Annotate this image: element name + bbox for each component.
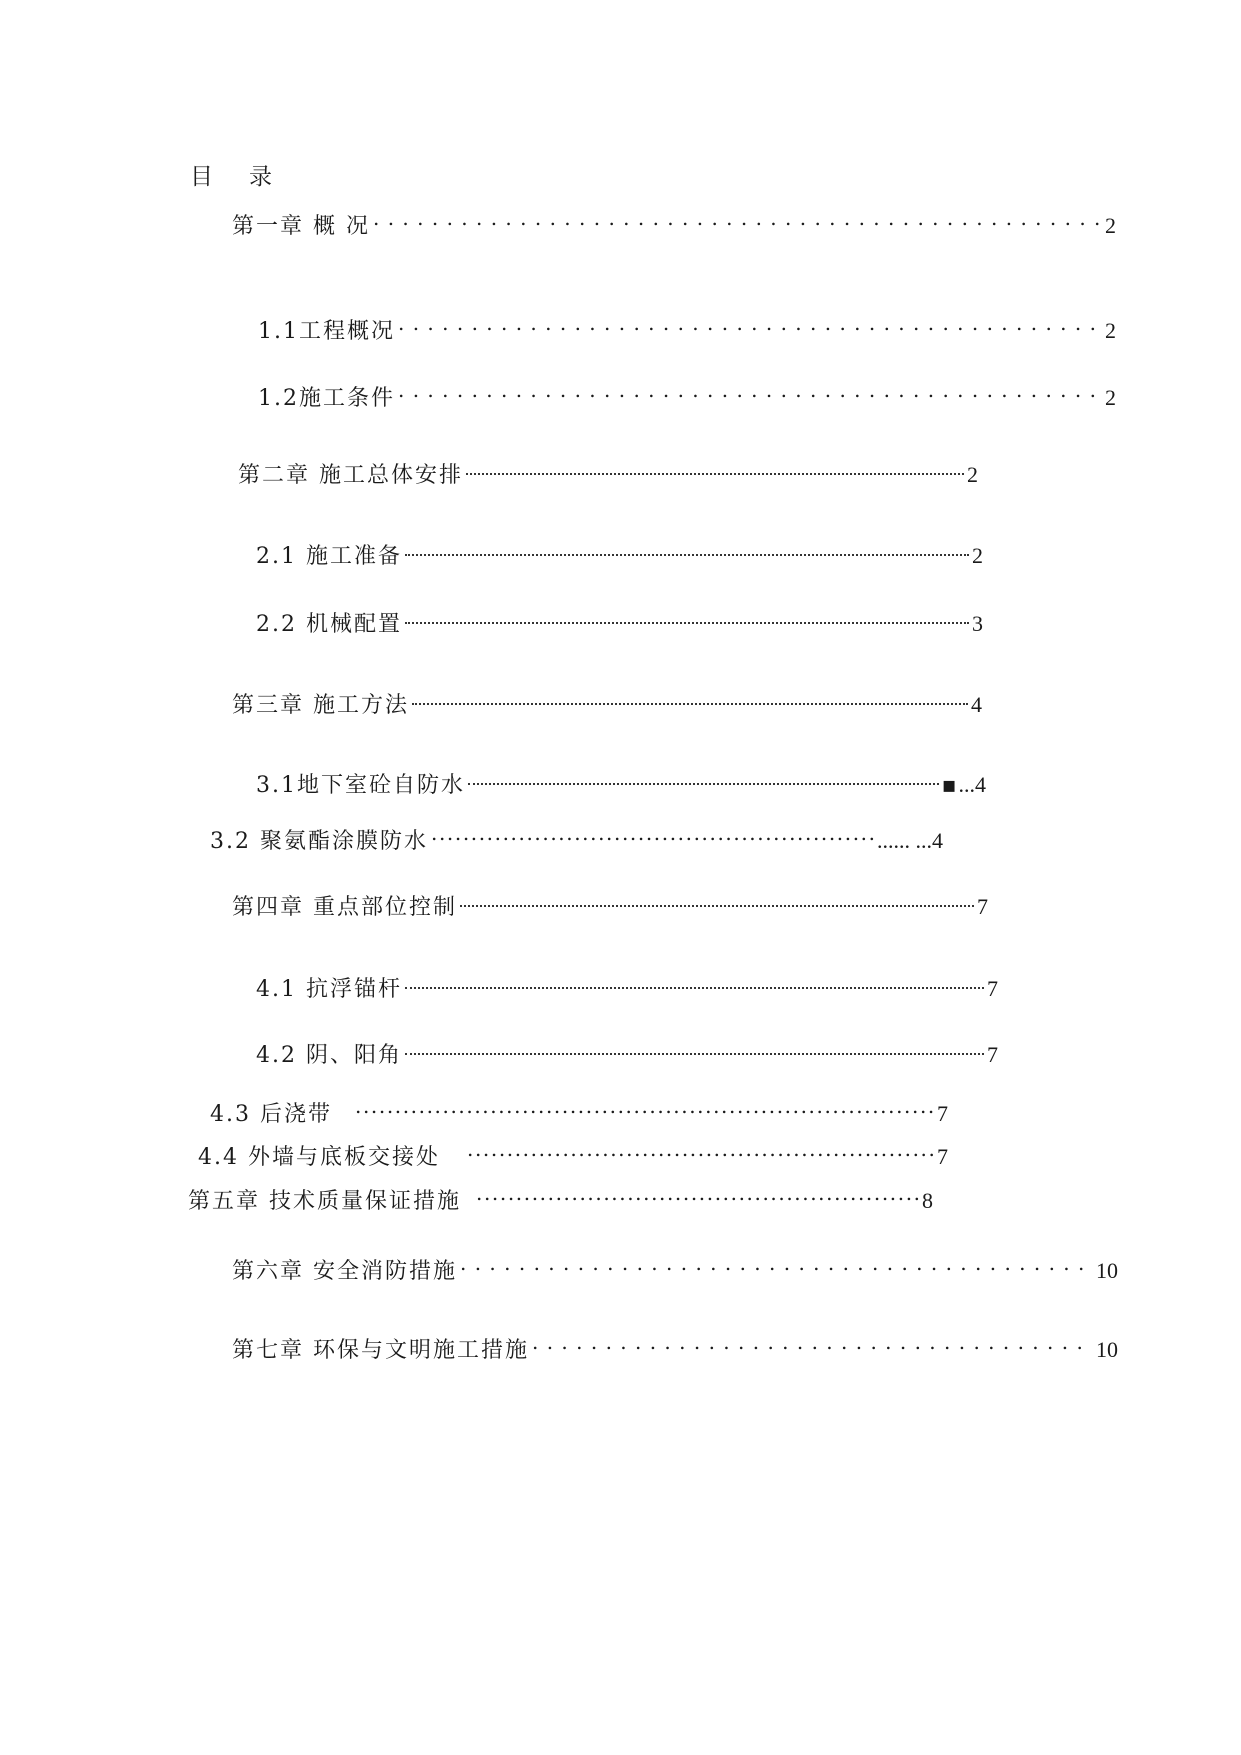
toc-entry-label: 第三章 施工方法 [232,693,409,718]
toc-entry-label: 4.3 后浇带 [210,1102,332,1127]
toc-entry-1-1[interactable] [258,308,1116,344]
dot-leader [476,1178,919,1208]
toc-entry-page: 7 [987,976,998,1001]
toc-entry-page: 2 [1105,385,1116,410]
toc-title-right: 录 [249,164,272,190]
toc-entry-label: 2.1 施工准备 [256,544,402,569]
dot-leader [431,818,874,848]
toc-entry-chapter-3[interactable] [232,682,982,718]
toc-entry-label: 3.1地下室砼自防水 [256,773,465,798]
toc-entry-4-2[interactable] [256,1032,998,1068]
dot-leader [405,533,969,563]
toc-entry-2-1[interactable] [256,533,983,569]
dot-leader [532,1327,1093,1357]
toc-title [190,158,272,191]
toc-entry-chapter-6[interactable] [232,1248,1118,1284]
dot-leader [398,308,1102,338]
toc-entry-label: 2.2 机械配置 [256,612,402,637]
toc-entry-page: ...4 [958,772,986,797]
toc-entry-3-1[interactable] [256,762,986,798]
toc-entry-label: 第二章 施工总体安排 [238,463,463,488]
toc-entry-label: 第七章 环保与文明施工措施 [232,1338,529,1363]
toc-entry-3-2[interactable] [210,818,943,854]
dot-leader [468,762,939,792]
bullet-mark: ▪ [941,772,957,798]
toc-entry-label: 第一章 概 况 [232,214,370,239]
toc-entry-label: 4.4 外墙与底板交接处 [198,1145,440,1170]
toc-entry-chapter-7[interactable] [232,1327,1118,1363]
toc-entry-page: 3 [972,611,983,636]
toc-title-left: 目 [190,164,213,190]
toc-entry-page: 4 [971,692,982,717]
toc-entry-label: 3.2 聚氨酯涂膜防水 [210,829,428,854]
toc-entry-chapter-1[interactable] [232,203,1116,239]
dot-leader [412,682,968,712]
toc-entry-page: 7 [977,894,988,919]
dot-leader [460,884,974,914]
toc-entry-4-3[interactable] [210,1091,948,1127]
toc-entry-label: 4.1 抗浮锚杆 [256,977,402,1002]
toc-entry-page: 2 [967,462,978,487]
toc-entry-2-2[interactable] [256,601,983,637]
toc-entry-page: ...... ...4 [877,828,943,853]
toc-entry-label: 第五章 技术质量保证措施 [188,1189,461,1214]
toc-entry-label: 1.2施工条件 [258,386,395,411]
dot-leader [398,375,1102,405]
dot-leader [405,1032,984,1062]
toc-entry-label: 1.1工程概况 [258,319,395,344]
toc-entry-page: 7 [987,1042,998,1067]
toc-entry-label: 4.2 阴、阳角 [256,1043,402,1068]
toc-entry-chapter-4[interactable] [232,884,988,920]
toc-entry-1-2[interactable] [258,375,1116,411]
toc-entry-label: 第六章 安全消防措施 [232,1259,457,1284]
toc-entry-4-1[interactable] [256,966,998,1002]
dot-leader [373,203,1102,233]
dot-leader [405,601,969,631]
toc-entry-page: 2 [1105,213,1116,238]
toc-entry-page: 2 [972,543,983,568]
toc-entry-chapter-5[interactable] [188,1178,933,1214]
toc-entry-page: 8 [922,1188,933,1213]
toc-entry-page: 2 [1105,318,1116,343]
dot-leader [355,1091,934,1121]
toc-entry-label: 第四章 重点部位控制 [232,895,457,920]
dot-leader [460,1248,1093,1278]
toc-entry-page: 10 [1096,1337,1118,1362]
dot-leader [405,966,984,996]
toc-entry-page: 7 [937,1144,948,1169]
toc-entry-page: 7 [937,1101,948,1126]
toc-entry-4-4[interactable] [198,1134,948,1170]
toc-entry-chapter-2[interactable] [238,452,978,488]
dot-leader [466,452,964,482]
dot-leader [467,1134,934,1164]
toc-entry-page: 10 [1096,1258,1118,1283]
